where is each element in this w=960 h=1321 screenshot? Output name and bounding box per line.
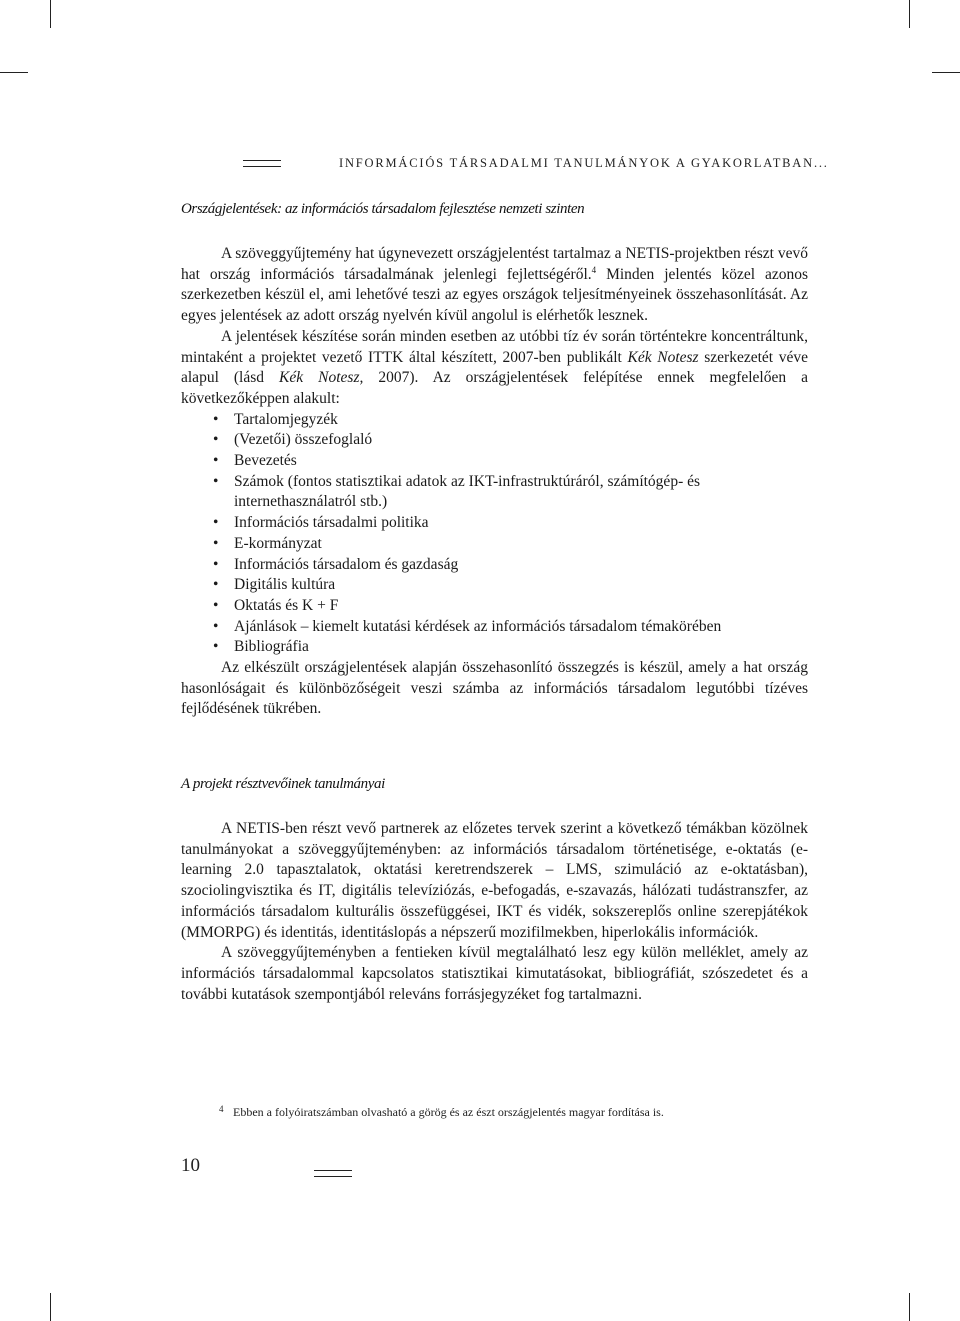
crop-mark [932,72,960,73]
list-item [181,534,808,555]
list-item [181,430,808,451]
list-item-text: E-kormányzat [234,534,322,552]
list-item [181,472,808,513]
paragraph: A szöveggyűjteményben a fentieken kívül megtalálható lesz egy külön melléklet, amely az információs társadalommal kapcsolatos statisztikai kimutatásokat, bibliográfiát, szószedetet és a további kutatások szempontjából releváns forrásjegyzéket fog tartalmazni. [181,944,808,1003]
paragraph-text: A jelentések készítése során minden esetben az utóbbi tíz év során történtekre koncentráltunk, mintaként a projektet vezető ITTK által készített, 2007-ben publikált [181,327,808,366]
footnote-ref: 4 [591,264,597,275]
bullet: • [213,576,219,594]
publication-title: Kék Notesz [627,348,699,366]
crop-mark [0,72,28,73]
list-item [181,451,808,472]
crop-mark [909,1293,910,1321]
list-item-text: Bevezetés [234,452,297,470]
page-number: 10 [181,1155,200,1176]
bullet: • [213,617,219,635]
section-participant-studies-body [181,819,808,1005]
report-structure-list [181,410,808,658]
bullet: • [213,431,219,449]
bullet: • [213,472,219,490]
list-item-text: Számok (fontos statisztikai adatok az IKT-infrastruktúráról, számítógép- és internethasználatról stb.) [234,472,701,511]
list-item-text: (Vezetői) összefoglaló [234,431,373,449]
paragraph-text: szerkezetét véve alapul (lásd [181,348,809,387]
paragraph [181,244,808,327]
footnote-text: Ebben a folyóiratszámban olvasható a görög és az észt országjelentés magyar fordítása is. [233,1105,664,1119]
list-item [181,617,808,638]
section-country-reports-body [181,244,808,720]
list-item-text: Bibliográfia [234,638,309,656]
list-item-text: Ajánlások – kiemelt kutatási kérdések az információs társadalom témakörében [234,617,722,635]
crop-mark [50,0,51,28]
section-title-country-reports: Országjelentések: az információs társadalom fejlesztése nemzeti szinten [181,201,585,217]
paragraph-text: Minden jelentés közel azonos szerkezetben készül el, ami lehetővé teszi az egyes országok teljesítményeinek összehasonlítását. Az egyes jelentések az adott ország nyelvén kívül angolul is elérhetők lesznek. [181,265,808,325]
crop-mark [50,1293,51,1321]
paragraph [181,327,808,410]
bullet: • [213,555,219,573]
list-item [181,513,808,534]
paragraph-text: A szöveggyűjtemény hat úgynevezett országjelentést tartalmaz a NETIS-projektben részt vevő hat ország információs társadalmának jelenlegi fejlettségéről. [181,245,808,283]
crop-mark [909,0,910,28]
section-title-participant-studies: A projekt résztvevőinek tanulmányai [181,776,385,792]
bullet: • [213,596,219,614]
header-rule [243,160,281,167]
list-item [181,637,808,658]
running-head: INFORMÁCIÓS TÁRSADALMI TANULMÁNYOK A GYAKORLATBAN... [339,156,829,170]
list-item-text: Információs társadalmi politika [234,514,429,532]
footnote-number: 4 [219,1104,224,1114]
publication-title: Kék Notesz, [279,369,364,387]
bullet: • [213,452,219,470]
list-item [181,410,808,431]
paragraph: Az elkészült országjelentések alapján összehasonlító összegzés is készül, amely a hat ország hasonlóságait és különbözőségeit veszi számba az információs társadalom legutóbbi tízéves fejlődésének tükrében. [181,659,808,718]
bullet: • [213,534,219,552]
list-item-text: Digitális kultúra [234,576,336,594]
list-item [181,575,808,596]
list-item-text: Információs társadalom és gazdaság [234,555,459,573]
list-item-text: Oktatás és K + F [234,596,339,614]
bullet: • [213,638,219,656]
bullet: • [213,514,219,532]
list-item [181,555,808,576]
paragraph-text: 2007). Az országjelentések felépítése ennek megfelelően a következőképpen alakult: [181,369,808,407]
list-item-text: Tartalomjegyzék [234,410,338,428]
list-item [181,596,808,617]
footer-rule [314,1170,352,1177]
paragraph: A NETIS-ben részt vevő partnerek az előzetes tervek szerint a következő témákban közölnek tanulmányokat a szöveggyűjteményben: az információs társadalom történetisége, e-oktatás (e-learning 2.0 tapasztalatok, oktatási keretrendszerek – LMS, szimuláció az e-oktatásban), szociolingvisztika és IT, digitális televíziózás, e-befogadás, e-szavazás, hálózati tudástranszfer, az információs társadalom kulturális összefüggései, IKT és vidék, sokszereplős online szerepjátékok (MMORPG) és identitás, identitáslopás a népszerű mozifilmekben, hiperlokális információk. [181,820,808,941]
bullet: • [213,410,219,428]
